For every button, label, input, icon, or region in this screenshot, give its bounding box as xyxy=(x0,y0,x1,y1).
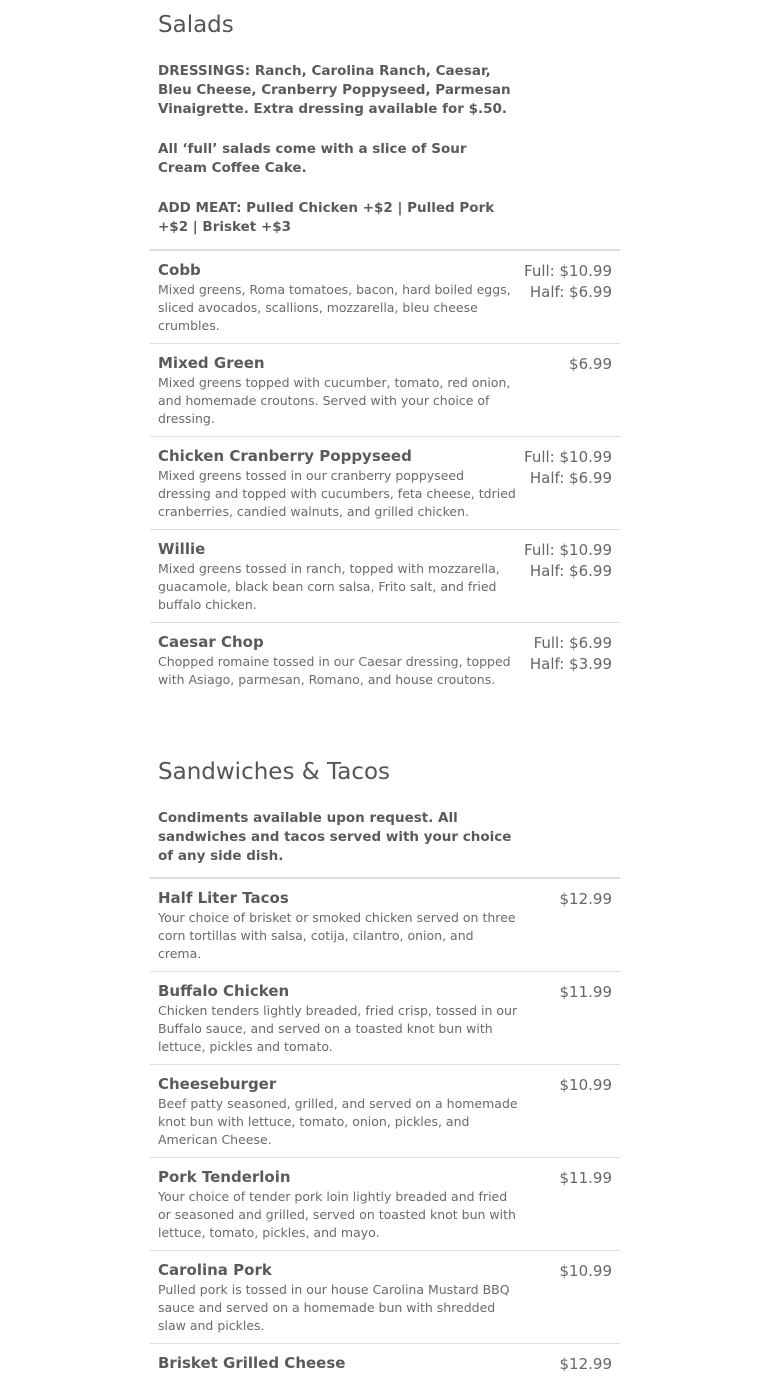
item-price xyxy=(522,447,612,521)
price-full: Full: $6.99 xyxy=(533,634,612,652)
item-description: Mixed greens tossed in ranch, topped with mozzarella, guacamole, black bean corn salsa, Frito salt, and fried buffalo chicken. xyxy=(158,561,500,612)
menu-item-brisket-grilled-cheese xyxy=(150,1344,620,1383)
note-condiments: Condiments available upon request. All sandwiches and tacos served with your choice of any side dish. xyxy=(158,810,512,864)
item-name: Chicken Cranberry Poppyseed xyxy=(158,447,412,465)
item-price xyxy=(522,889,612,963)
section-salads xyxy=(150,0,620,697)
section-notes xyxy=(150,787,620,877)
item-price xyxy=(522,354,612,428)
item-description: Your choice of brisket or smoked chicken served on three corn tortillas with salsa, cotija, cilantro, onion, and crema. xyxy=(158,910,516,961)
price-full: Full: $10.99 xyxy=(524,448,612,466)
menu-item-pork-tenderloin xyxy=(150,1158,620,1251)
item-description: Chicken tenders lightly breaded, fried crisp, tossed in our Buffalo sauce, and served on a toasted knot bun with lettuce, pickles and tomato. xyxy=(158,1003,518,1054)
price: $11.99 xyxy=(559,983,612,1001)
item-name: Willie xyxy=(158,540,206,558)
item-name: Brisket Grilled Cheese xyxy=(158,1354,346,1372)
price: $6.99 xyxy=(569,355,612,373)
item-description: Mixed greens, Roma tomatoes, bacon, hard boiled eggs, sliced avocados, scallions, mozzarella, bleu cheese crumbles. xyxy=(158,282,511,333)
item-description: Your choice of tender pork loin lightly breaded and fried or seasoned and grilled, served on toasted knot bun with lettuce, tomato, pickles, and mayo. xyxy=(158,1189,516,1240)
item-price xyxy=(522,982,612,1056)
item-description: Mixed greens tossed in our cranberry poppyseed dressing and topped with cucumbers, feta cheese, tdried cranberries, candied walnuts, and grilled chicken. xyxy=(158,468,516,519)
price: $12.99 xyxy=(559,1355,612,1373)
item-name: Half Liter Tacos xyxy=(158,889,289,907)
price: $10.99 xyxy=(559,1076,612,1094)
price-half: Half: $6.99 xyxy=(529,469,612,487)
price: $10.99 xyxy=(559,1262,612,1280)
item-list xyxy=(150,877,620,1383)
item-price xyxy=(522,633,612,689)
item-description: Beef patty seasoned, grilled, and served on a homemade knot bun with lettuce, tomato, onion, pickles, and American Cheese. xyxy=(158,1096,518,1147)
item-price xyxy=(522,1168,612,1242)
note-add-meat: ADD MEAT: Pulled Chicken +$2 | Pulled Pork +$2 | Brisket +$3 xyxy=(158,200,495,235)
price-half: Half: $3.99 xyxy=(529,655,612,673)
item-name: Carolina Pork xyxy=(158,1261,272,1279)
item-description: Chopped romaine tossed in our Caesar dressing, topped with Asiago, parmesan, Romano, and house croutons. xyxy=(158,654,511,687)
item-price xyxy=(522,261,612,335)
price: $12.99 xyxy=(559,890,612,908)
menu-item-cheeseburger xyxy=(150,1065,620,1158)
price-full: Full: $10.99 xyxy=(524,541,612,559)
price: $11.99 xyxy=(559,1169,612,1187)
menu-item-carolina-pork xyxy=(150,1251,620,1344)
item-name: Cobb xyxy=(158,261,201,279)
item-name: Pork Tenderloin xyxy=(158,1168,291,1186)
item-price xyxy=(522,1075,612,1149)
menu-item-caesar-chop xyxy=(150,623,620,697)
menu-item-buffalo-chicken xyxy=(150,972,620,1065)
note-coffee-cake: All ‘full’ salads come with a slice of Sour Cream Coffee Cake. xyxy=(158,141,467,176)
item-name: Buffalo Chicken xyxy=(158,982,290,1000)
item-price xyxy=(522,1261,612,1335)
menu-item-mixed-green xyxy=(150,344,620,437)
section-notes xyxy=(150,40,620,249)
item-list xyxy=(150,249,620,697)
menu-item-chicken-cranberry-poppyseed xyxy=(150,437,620,530)
item-description: Mixed greens topped with cucumber, tomato, red onion, and homemade croutons. Served with your choice of dressing. xyxy=(158,375,511,426)
menu-item-willie xyxy=(150,530,620,623)
item-name: Caesar Chop xyxy=(158,633,264,651)
section-sandwiches-tacos xyxy=(150,697,620,1383)
section-title: Sandwiches & Tacos xyxy=(158,759,391,785)
section-title: Salads xyxy=(158,12,234,38)
price-half: Half: $6.99 xyxy=(529,283,612,301)
item-name: Cheeseburger xyxy=(158,1075,277,1093)
item-price xyxy=(522,540,612,614)
item-name: Mixed Green xyxy=(158,354,265,372)
menu xyxy=(150,0,620,1383)
menu-item-cobb xyxy=(150,251,620,344)
item-description: Pulled pork is tossed in our house Carolina Mustard BBQ sauce and served on a homemade bun with shredded slaw and pickles. xyxy=(158,1282,510,1333)
note-dressings: DRESSINGS: Ranch, Carolina Ranch, Caesar, Bleu Cheese, Cranberry Poppyseed, Parmesan Vinaigrette. Extra dressing available for $.50. xyxy=(158,63,511,117)
price-full: Full: $10.99 xyxy=(524,262,612,280)
menu-item-half-liter-tacos xyxy=(150,879,620,972)
item-price xyxy=(522,1354,612,1375)
price-half: Half: $6.99 xyxy=(529,562,612,580)
